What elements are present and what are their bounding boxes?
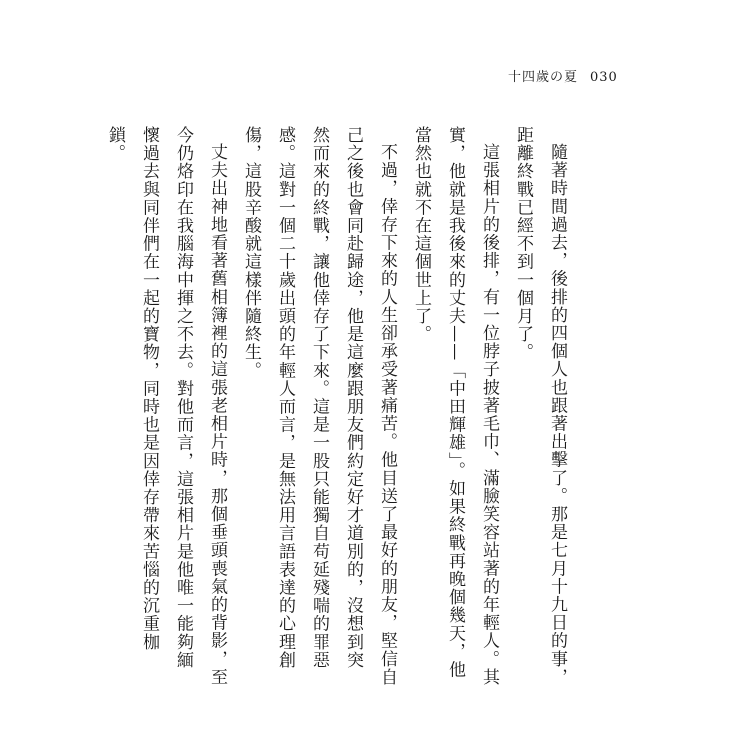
paragraph-4: 丈夫出神地看著舊相簿裡的這張老相片時，那個垂頭喪氣的背影，至今仍烙印在我腦海中揮之不去。對他而言，這張相片是他唯一能夠緬懷過去與同伴們在一起的寶物，同時也是因倖存帶來苦惱的沉重枷鎖。 [105,126,227,686]
page-number: 030 [590,70,618,85]
body-text [98,126,574,686]
paragraph-1: 隨著時間過去，後排的四個人也跟著出擊了。那是七月十九日的事，距離終戰已經不到一個月了。 [513,126,567,686]
paragraph-3: 不過，倖存下來的人生卻承受著痛苦。他目送了最好的朋友，堅信自己之後也會同赴歸途，他是這麼跟朋友們約定好才道別的，沒想到突然而來的終戰，讓他倖存了下來。這是一股只能獨自苟延殘喘的罪惡感。這對一個二十歲出頭的年輕人而言，是無法用言語表達的心理創傷，這股辛酸就這樣伴隨終生。 [241,126,397,686]
paragraph-2: 這張相片的後排，有一位脖子披著毛巾、滿臉笑容站著的年輕人。其實，他就是我後來的丈夫——「中田輝雄」。如果終戰再晚個幾天，他當然也就不在這個世上了。 [411,126,499,686]
running-head [508,66,618,85]
chapter-title: 十四歲の夏 [508,70,579,85]
